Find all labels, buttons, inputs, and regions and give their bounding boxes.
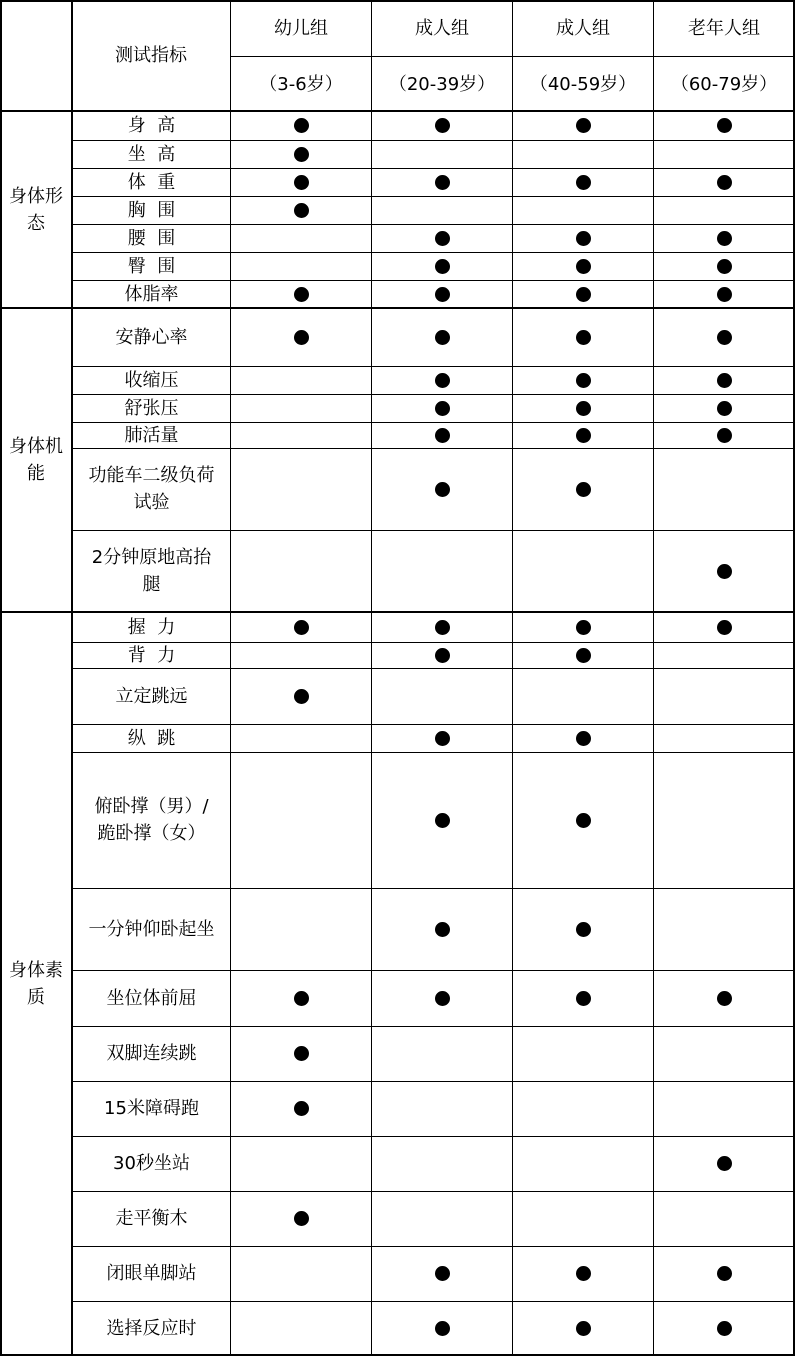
grid-line (72, 668, 795, 669)
check-dot-icon (372, 888, 513, 970)
check-dot-icon (654, 530, 795, 612)
check-dot-icon (654, 366, 795, 394)
group-age-adult-young: （20-39岁） (388, 73, 496, 95)
grid-line (72, 422, 795, 423)
check-dot-icon (513, 252, 654, 280)
check-dot-icon (372, 394, 513, 422)
check-dot-icon (513, 168, 654, 196)
check-dot-icon (372, 724, 513, 752)
group-name-adult-middle: 成人组 (556, 18, 610, 39)
check-dot-icon (513, 642, 654, 668)
check-dot-icon (513, 724, 654, 752)
row-label: 闭眼单脚站 (106, 1263, 197, 1284)
check-dot-icon (231, 1026, 372, 1081)
header-indicator-label: 测试指标 (115, 45, 187, 66)
grid-line (371, 0, 372, 1356)
check-dot-icon (372, 422, 513, 448)
row-label: 背 力 (127, 644, 176, 666)
row-label: 一分钟仰卧起坐 (88, 918, 215, 940)
check-dot-icon (231, 668, 372, 724)
check-dot-icon (654, 111, 795, 140)
grid-line (72, 752, 795, 753)
grid-line (72, 530, 795, 531)
check-dot-icon (231, 196, 372, 224)
check-dot-icon (654, 970, 795, 1026)
check-dot-icon (513, 394, 654, 422)
check-dot-icon (513, 970, 654, 1026)
table-border-left (0, 0, 2, 1356)
check-dot-icon (372, 366, 513, 394)
row-label: 走平衡木 (115, 1208, 188, 1229)
row-label: 30秒坐站 (113, 1153, 190, 1174)
row-label: 收缩压 (124, 369, 179, 391)
group-name-child: 幼儿组 (274, 18, 328, 39)
row-label: 腰 围 (127, 227, 176, 249)
group-name-adult-young: 成人组 (415, 18, 469, 39)
grid-line (72, 888, 795, 889)
row-label: 功能车二级负荷 试验 (88, 465, 215, 513)
check-dot-icon (654, 422, 795, 448)
check-dot-icon (654, 394, 795, 422)
check-dot-icon (231, 1081, 372, 1136)
row-label: 肺活量 (124, 424, 179, 446)
check-dot-icon (513, 280, 654, 308)
grid-line (512, 0, 513, 1356)
group-age-child: （3-6岁） (259, 73, 343, 95)
grid-line (0, 110, 795, 112)
group-age-adult-middle: （40-59岁） (529, 73, 637, 95)
row-label: 纵 跳 (127, 727, 176, 749)
grid-line (72, 394, 795, 395)
check-dot-icon (231, 970, 372, 1026)
check-dot-icon (372, 448, 513, 530)
grid-line (72, 1081, 795, 1082)
group-age-elderly: （60-79岁） (670, 73, 778, 95)
check-dot-icon (372, 224, 513, 252)
row-label: 双脚连续跳 (106, 1043, 197, 1064)
check-dot-icon (372, 308, 513, 366)
check-dot-icon (654, 224, 795, 252)
table-border-top (0, 0, 795, 2)
grid-line (72, 642, 795, 643)
row-label: 坐 高 (127, 143, 176, 165)
check-dot-icon (513, 1301, 654, 1356)
check-dot-icon (372, 168, 513, 196)
check-dot-icon (513, 308, 654, 366)
grid-line (72, 1301, 795, 1302)
row-label: 臀 围 (127, 255, 176, 277)
grid-line (653, 0, 654, 1356)
check-dot-icon (372, 752, 513, 888)
header-divider (231, 56, 793, 57)
grid-line (72, 1026, 795, 1027)
check-dot-icon (231, 168, 372, 196)
check-dot-icon (372, 252, 513, 280)
check-dot-icon (231, 1191, 372, 1246)
check-dot-icon (513, 366, 654, 394)
grid-line (72, 168, 795, 169)
check-dot-icon (654, 168, 795, 196)
grid-line (72, 1191, 795, 1192)
grid-line (72, 280, 795, 281)
check-dot-icon (372, 1246, 513, 1301)
grid-line (0, 307, 795, 309)
check-dot-icon (513, 111, 654, 140)
group-name-elderly: 老年人组 (688, 18, 760, 39)
grid-line (72, 366, 795, 367)
grid-line (72, 196, 795, 197)
row-label: 2分钟原地高抬 腿 (91, 547, 212, 595)
check-dot-icon (513, 612, 654, 642)
check-dot-icon (513, 224, 654, 252)
row-label: 身 高 (127, 115, 176, 136)
check-dot-icon (372, 642, 513, 668)
check-dot-icon (231, 612, 372, 642)
row-label: 选择反应时 (106, 1318, 197, 1339)
grid-line (72, 252, 795, 253)
check-dot-icon (231, 308, 372, 366)
category-body-form: 身体形 态 (9, 185, 63, 234)
grid-line (72, 224, 795, 225)
grid-line (72, 448, 795, 449)
grid-line (72, 724, 795, 725)
check-dot-icon (372, 111, 513, 140)
grid-line (72, 140, 795, 141)
grid-line (72, 1136, 795, 1137)
row-label: 俯卧撑（男）/ 跪卧撑（女） (94, 796, 209, 844)
check-dot-icon (372, 1301, 513, 1356)
check-dot-icon (654, 252, 795, 280)
grid-line (0, 611, 795, 613)
check-dot-icon (513, 1246, 654, 1301)
row-label: 体脂率 (124, 283, 179, 305)
category-physical-quality: 身体素 质 (9, 960, 63, 1008)
grid-line (72, 970, 795, 971)
row-label: 舒张压 (124, 397, 179, 419)
check-dot-icon (654, 612, 795, 642)
check-dot-icon (231, 140, 372, 168)
check-dot-icon (513, 422, 654, 448)
category-body-function: 身体机 能 (9, 436, 63, 484)
row-label: 立定跳远 (115, 685, 188, 707)
check-dot-icon (372, 970, 513, 1026)
check-dot-icon (372, 612, 513, 642)
check-dot-icon (372, 280, 513, 308)
grid-line (230, 0, 231, 1356)
row-label: 坐位体前屈 (106, 987, 197, 1009)
row-label: 15米障碍跑 (104, 1098, 199, 1119)
check-dot-icon (654, 308, 795, 366)
grid-line (71, 0, 73, 1356)
check-dot-icon (513, 888, 654, 970)
row-label: 体 重 (127, 171, 176, 193)
row-label: 胸 围 (127, 199, 176, 221)
check-dot-icon (231, 280, 372, 308)
check-dot-icon (654, 280, 795, 308)
check-dot-icon (654, 1246, 795, 1301)
check-dot-icon (513, 448, 654, 530)
check-dot-icon (231, 111, 372, 140)
grid-line (72, 1246, 795, 1247)
check-dot-icon (654, 1301, 795, 1356)
check-dot-icon (513, 752, 654, 888)
row-label: 安静心率 (115, 326, 188, 348)
check-dot-icon (654, 1136, 795, 1191)
row-label: 握 力 (127, 616, 176, 638)
